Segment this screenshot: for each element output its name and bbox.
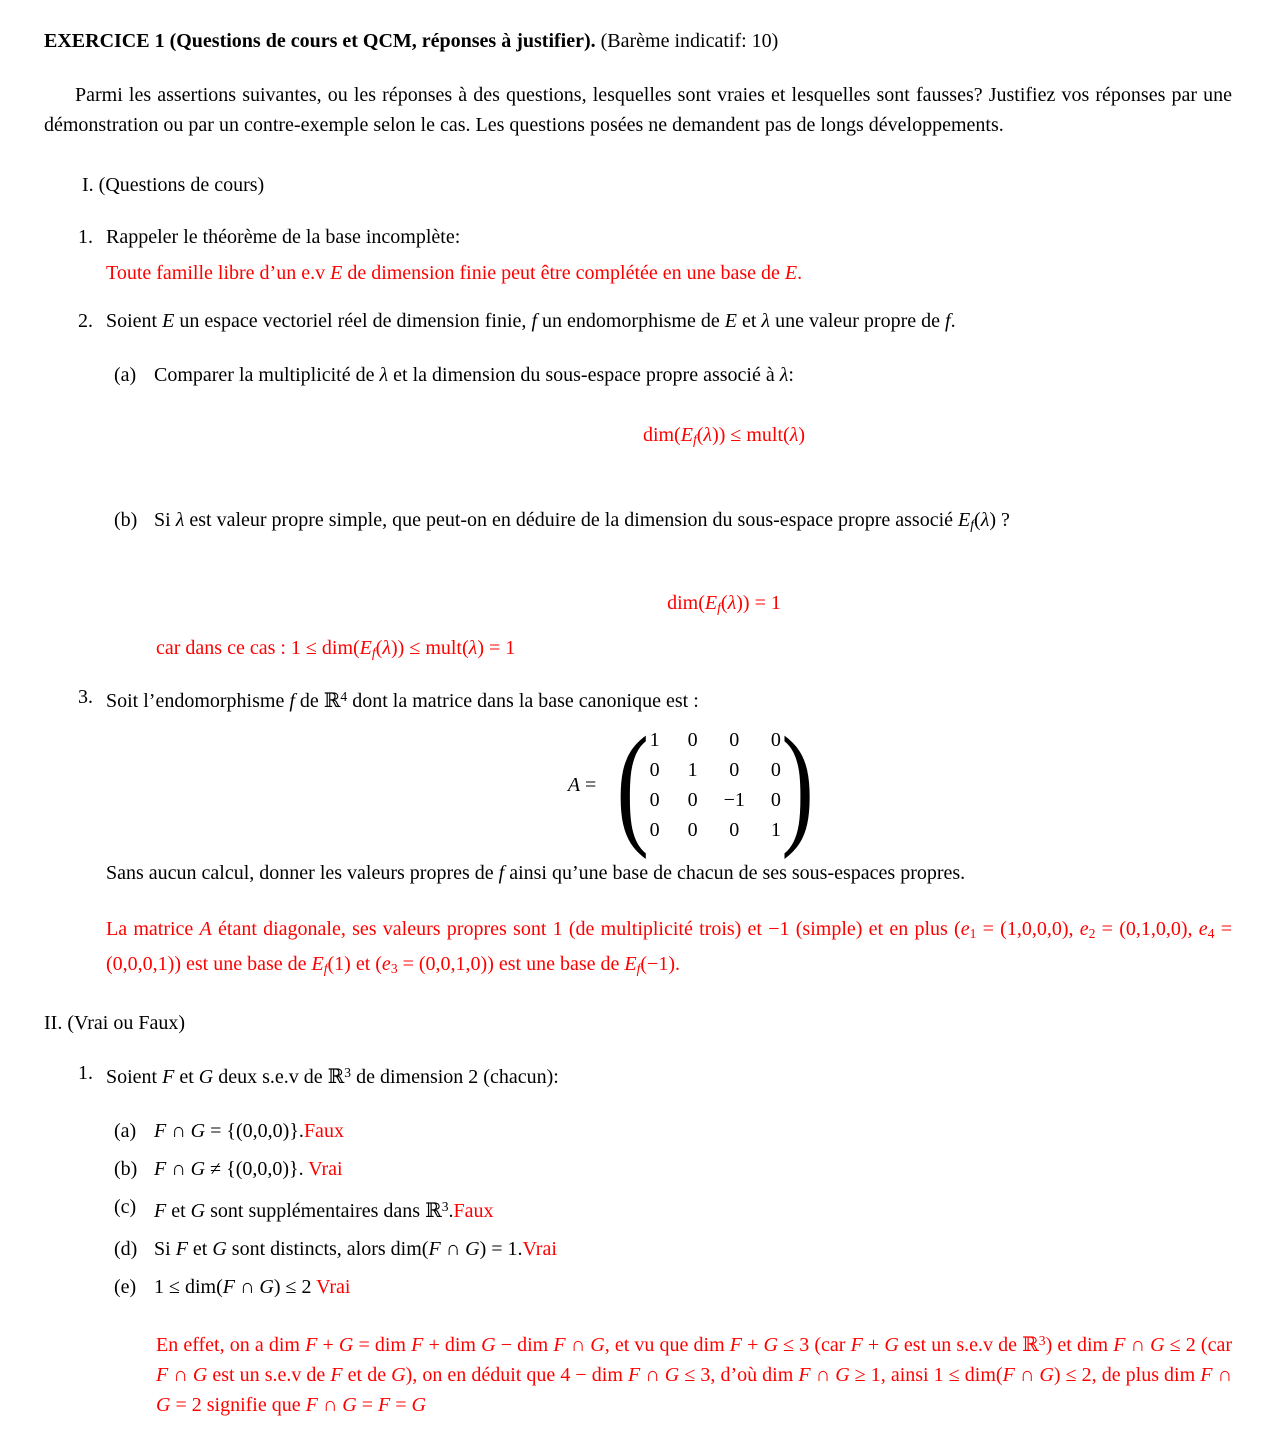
matrix-cell: 0 [649, 819, 660, 842]
question-2-body [106, 306, 1232, 668]
section-2-question-1-text: Soient F et G deux s.e.v de ℝ$^3$ de dimension 2 (chacun): [106, 1064, 559, 1089]
matrix-cell: 1 [649, 729, 660, 752]
intro-paragraph: Parmi les assertions suivantes, ou les réponses à des questions, lesquelles sont vraies et lesquelles sont fausses? Justifiez vos réponses par une démonstration ou par un contre-exemple selon le cas. Les questions posées ne demandent pas de longs développements. [44, 84, 1232, 136]
question-1-text: Rappeler le théorème de la base incomplète: [106, 226, 461, 248]
tf-item-e-label: (e) [114, 1276, 137, 1299]
true-false-list [106, 1116, 1232, 1302]
tf-item-c [106, 1192, 1232, 1226]
matrix-cell: 0 [729, 759, 740, 782]
matrix-display [106, 710, 1232, 861]
matrix-cell: 0 [770, 789, 781, 812]
tf-item-d-statement: Si F et G sont distincts, alors dim(F ∩ G) = 1. [154, 1238, 523, 1261]
question-1 [44, 222, 1232, 288]
section-1-heading: I. (Questions de cours) [82, 174, 265, 196]
tf-item-d [106, 1234, 1232, 1264]
question-2b [106, 505, 1232, 540]
tf-item-e-verdict: Vrai [316, 1276, 351, 1299]
exercise-title-main: EXERCICE 1 (Questions de cours et QCM, réponses à justifier). [44, 30, 596, 52]
tf-item-c-statement: F et G sont supplémentaires dans ℝ$^3$. [154, 1198, 454, 1223]
question-3-answer: La matrice A étant diagonale, ses valeurs propres sont 1 (de multiplicité trois) et −1 (simple) et en plus (e1 = (1,0,0,0), e2 = (0,1,0,0), e4 = (0,0,0,1)) est une base de Ef(1) et (e3 = (0,0,1,0)) est une base de Ef(−1). [106, 918, 1232, 977]
matrix-cell: 0 [687, 729, 698, 752]
tf-item-c-verdict: Faux [453, 1200, 494, 1223]
question-2a-label: (a) [114, 364, 137, 386]
tf-item-a [106, 1116, 1232, 1146]
matrix-cell: 0 [770, 759, 781, 782]
question-1-number: 1. [78, 226, 93, 248]
question-3-text: Soit l’endomorphisme f de ℝ$^4$ dont la matrice dans la base canonique est : [106, 688, 699, 713]
matrix-paren-right: ) [781, 710, 814, 861]
matrix-cell: −1 [723, 789, 745, 812]
matrix-lhs: A = [567, 774, 597, 797]
question-1-answer: Toute famille libre d’un e.v E de dimension finie peut être complétée en une base de E. [106, 262, 803, 284]
exercise-title-bareme: (Barème indicatif: 10) [595, 30, 779, 52]
tf-item-e-statement: 1 ≤ dim(F ∩ G) ≤ 2 [154, 1276, 317, 1299]
question-2b-text: Si λ est valeur propre simple, que peut-on en déduire de la dimension du sous-espace propre associé Ef(λ) ? [154, 508, 1010, 532]
tf-item-a-verdict: Faux [303, 1120, 344, 1143]
matrix-cell: 0 [649, 789, 660, 812]
question-3-number: 3. [78, 685, 93, 708]
tf-item-b [106, 1154, 1232, 1184]
matrix-cell: 0 [687, 819, 698, 842]
question-1-body [106, 222, 1232, 288]
matrix-grid [648, 725, 783, 845]
question-2a [106, 360, 1232, 390]
tf-item-d-verdict: Vrai [522, 1238, 557, 1261]
tf-item-b-label: (b) [114, 1158, 138, 1181]
tf-item-e-body [154, 1272, 1232, 1302]
question-2 [44, 306, 1232, 668]
matrix-cell: 1 [687, 759, 698, 782]
section-2-heading: II. (Vrai ou Faux) [44, 1012, 185, 1035]
question-2-text: Soient E un espace vectoriel réel de dimension finie, f un endomorphisme de E et λ une valeur propre de f. [106, 310, 956, 332]
tf-item-d-body [154, 1234, 1232, 1264]
section-2-question-1 [44, 1058, 1232, 1420]
matrix-cell: 0 [687, 789, 698, 812]
tf-item-b-body [154, 1154, 1232, 1184]
exercise-title [44, 26, 1232, 56]
question-2b-label: (b) [114, 508, 138, 531]
tf-justification: En effet, on a dim F + G = dim F + dim G − dim F ∩ G, et vu que dim F + G ≤ 3 (car F + G est un s.e.v de ℝ$^3$) et dim F ∩ G ≤ 2 (car F ∩ G est un s.e.v de F et de G), on en déduit que 4 − dim F ∩ G ≤ 3, d’où dim F ∩ G ≥ 1, ainsi 1 ≤ dim(F ∩ G) ≤ 2, de plus dim F ∩ G = 2 signifie que F ∩ G = F = G [156, 1332, 1232, 1417]
matrix-cell: 0 [770, 729, 781, 752]
tf-item-c-label: (c) [114, 1196, 137, 1219]
question-3-body [106, 682, 1232, 984]
tf-item-b-verdict: Vrai [308, 1158, 343, 1181]
question-2a-text: Comparer la multiplicité de λ et la dimension du sous-espace propre associé à λ: [154, 364, 794, 386]
question-2-number: 2. [78, 310, 93, 332]
tf-item-a-body [154, 1116, 1232, 1146]
tf-item-c-body [154, 1192, 1232, 1226]
tf-item-e [106, 1272, 1232, 1302]
tf-item-b-statement: F ∩ G ≠ {(0,0,0)}. [154, 1158, 309, 1181]
question-3 [44, 682, 1232, 984]
matrix-cell: 0 [649, 759, 660, 782]
section-2-question-1-number: 1. [78, 1062, 93, 1085]
tf-item-a-label: (a) [114, 1120, 137, 1143]
tf-item-d-label: (d) [114, 1238, 138, 1261]
matrix-paren-left: ( [616, 710, 650, 861]
question-2b-answer-formula: dim(Ef(λ)) = 1 [667, 591, 781, 615]
question-2a-answer-formula: dim(Ef(λ)) ≤ mult(λ) [642, 424, 806, 447]
section-2-question-1-body [106, 1058, 1232, 1420]
question-2b-answer-reason: car dans ce cas : 1 ≤ dim(Ef(λ)) ≤ mult(λ) = 1 [156, 636, 516, 660]
matrix-cell: 1 [770, 819, 781, 842]
matrix-cell: 0 [729, 729, 740, 752]
question-3-prompt: Sans aucun calcul, donner les valeurs propres de f ainsi qu’une base de chacun de ses sous-espaces propres. [106, 862, 966, 885]
matrix-cell: 0 [729, 819, 740, 842]
tf-item-a-statement: F ∩ G = {(0,0,0)}. [154, 1120, 304, 1143]
